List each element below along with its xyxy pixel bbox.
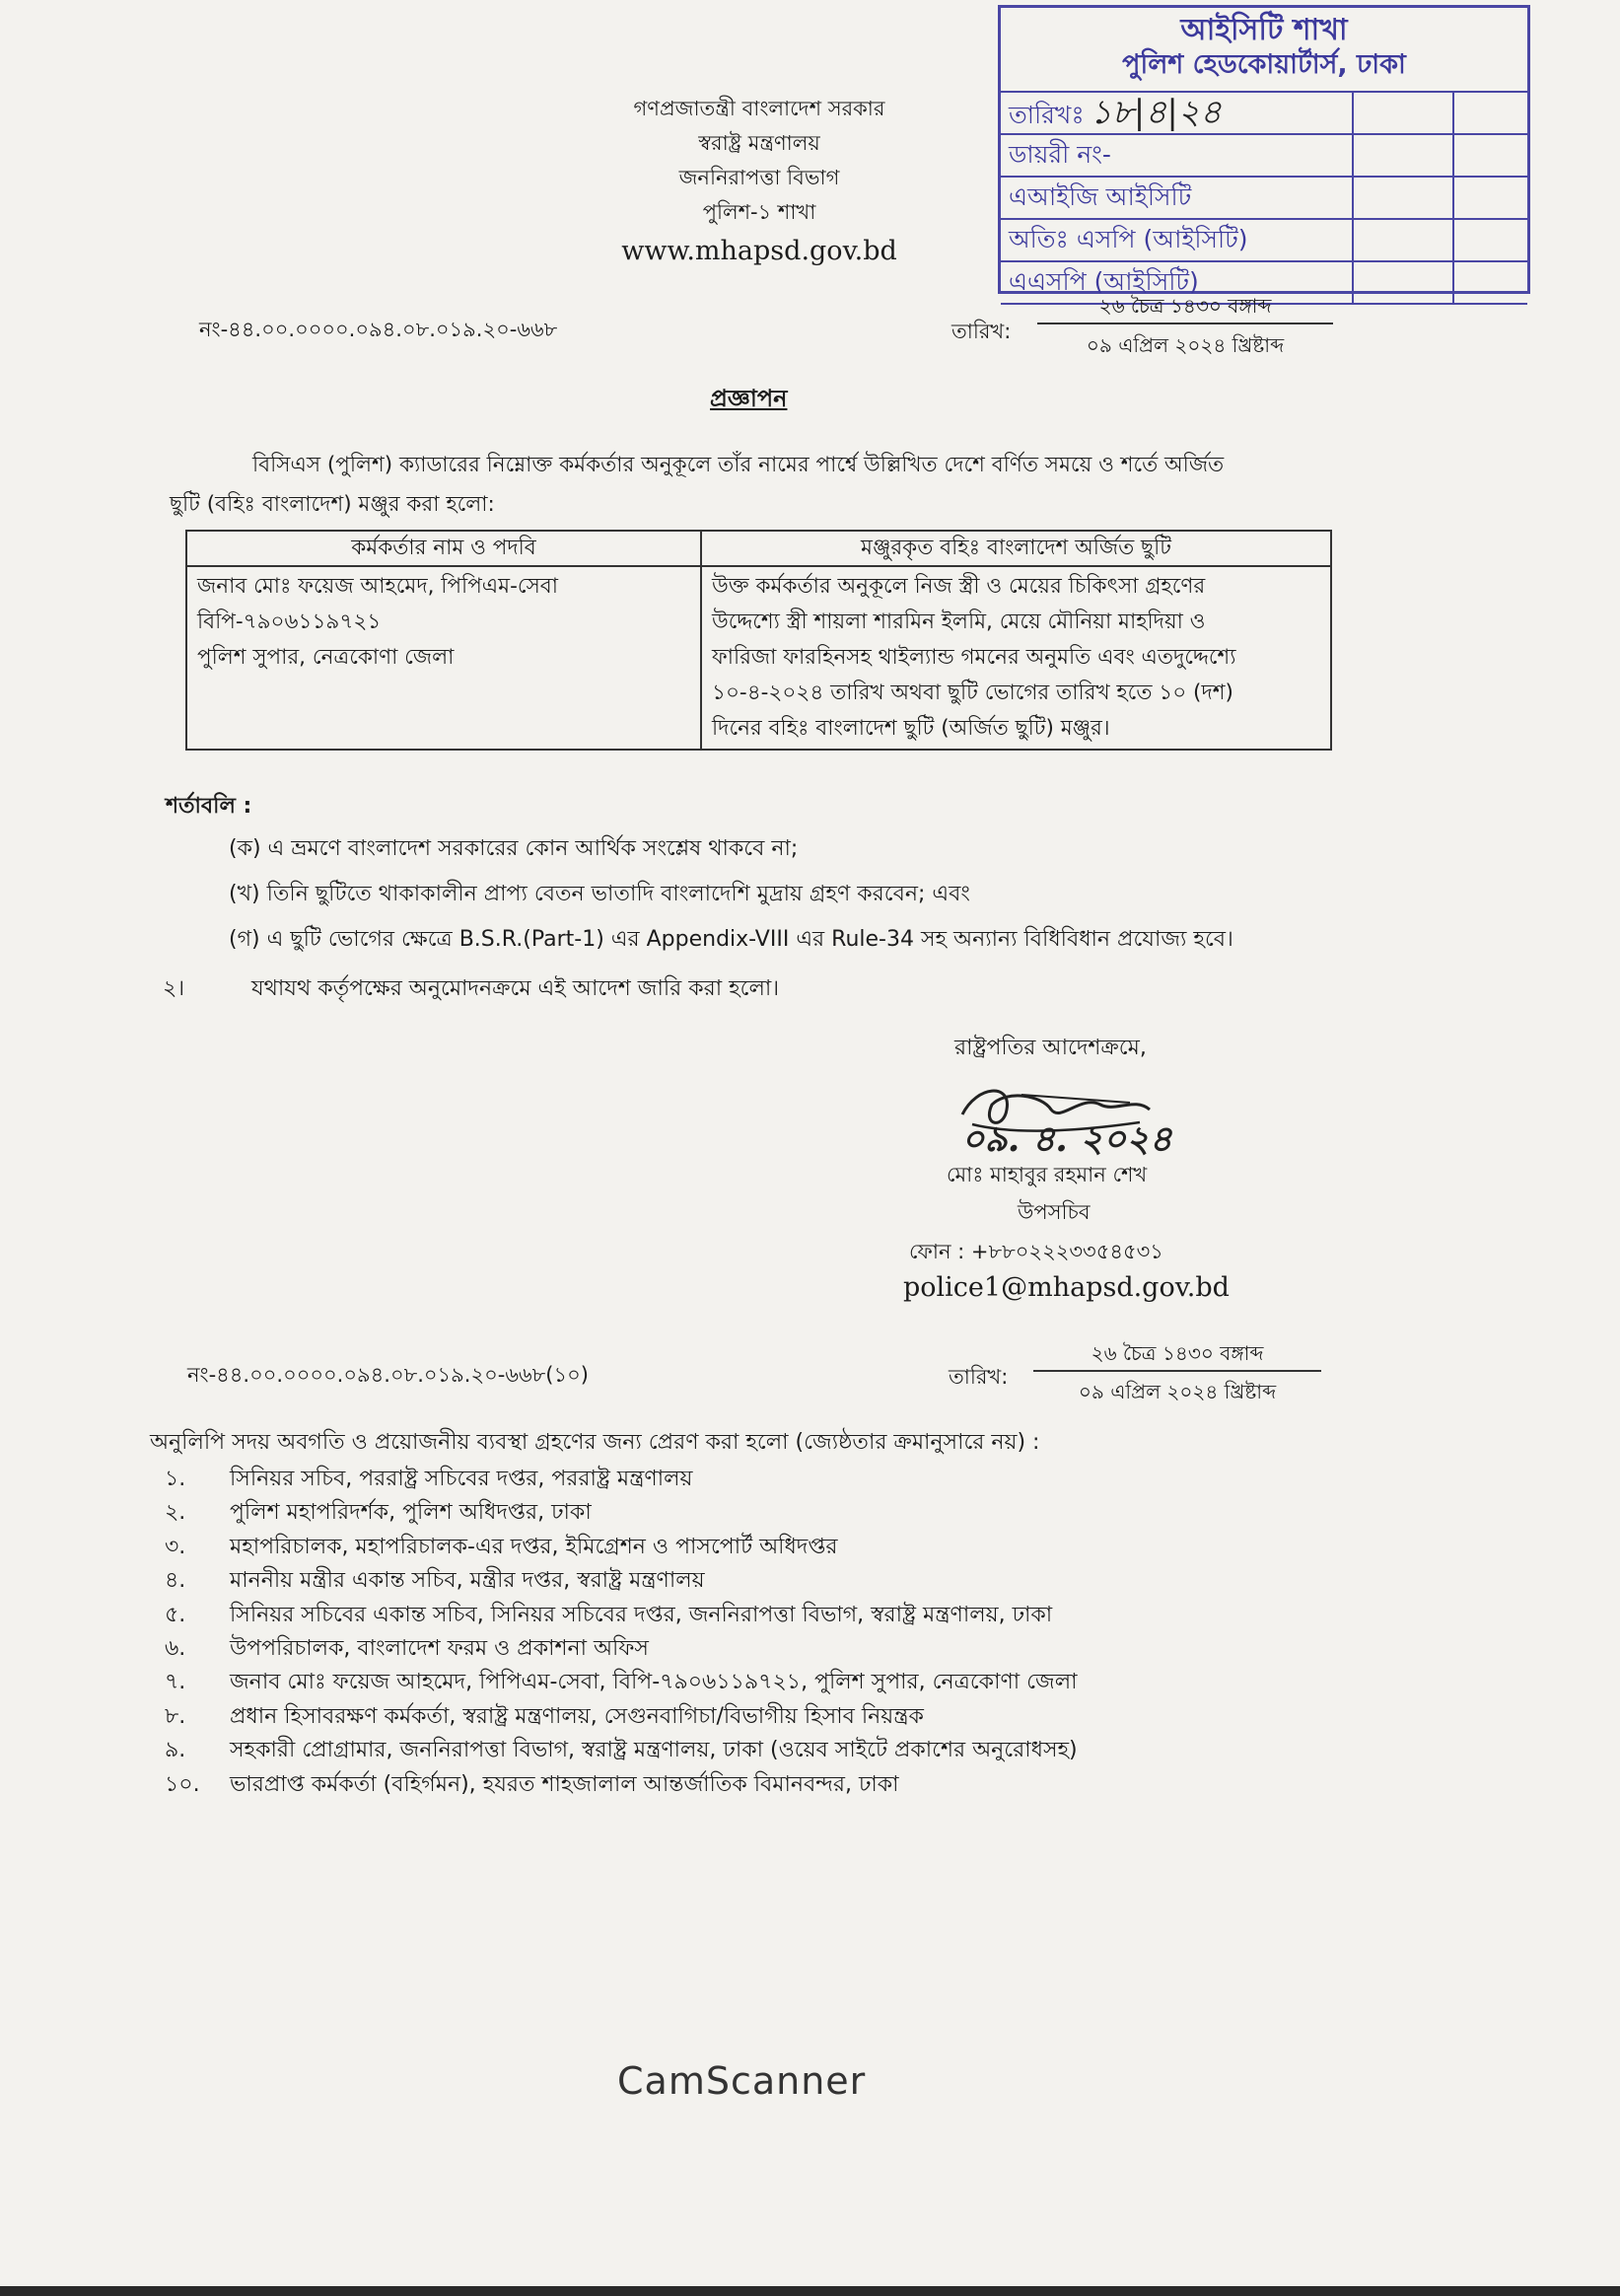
ministry-name: স্বরাষ্ট্র মন্ত্রণালয় [698,131,820,155]
memo-number-copy: নং-৪৪.০০.০০০০.০৯৪.০৮.০১৯.২০-৬৬৮(১০) [187,1363,589,1387]
list-item [165,1564,1446,1598]
list-item [165,1463,1446,1496]
conditions-heading: শর্তাবলি : [166,794,252,819]
officer-line: জনাব মোঃ ফয়েজ আহমেদ, পিপিএম-সেবা [197,574,558,599]
signatory-name: মোঃ মাহাবুর রহমান শেখ [947,1163,1148,1186]
leave-line: দিনের বহিঃ বাংলাদেশ ছুটি (অর্জিত ছুটি) মঞ্জুর। [712,716,1110,741]
list-item [165,1531,1446,1564]
officer-cell [186,566,701,750]
stamp-label: ডায়রী নং- [1001,135,1354,176]
table-row [186,566,1331,750]
page-title: প্রজ্ঞাপন [710,385,788,412]
stamp-label: অতিঃ এসপি (আইসিটি) [1001,220,1354,260]
list-item-number: ১. [165,1467,186,1491]
list-item-text: জনাব মোঃ ফয়েজ আহমেদ, পিপিএম-সেবা, বিপি-৭৯০৬১১৯৭২১, পুলিশ সুপার, নেত্রকোণা জেলা [230,1670,1078,1695]
intro-line: ছুটি (বহিঃ বাংলাদেশ) মঞ্জুর করা হলো: [170,492,495,517]
list-item-number: ৪. [165,1568,186,1594]
copy-heading: অনুলিপি সদয় অবগতি ও প্রয়োজনীয় ব্যবস্থা গ্রহণের জন্য প্রেরণ করা হলো (জ্যেষ্ঠতার ক্রমানুসারে নয়) : [150,1430,1040,1455]
column-header: মঞ্জুরকৃত বহিঃ বাংলাদেশ অর্জিত ছুটি [701,531,1331,566]
by-order-text: রাষ্ট্রপতির আদেশক্রমে, [954,1036,1147,1060]
list-item [165,1700,1446,1734]
list-item-text: সিনিয়র সচিব, পররাষ্ট্র সচিবের দপ্তর, পররাষ্ট্র মন্ত্রণালয় [230,1467,693,1491]
list-item-number: ২. [165,1500,186,1526]
stamp-handwritten-date: ১৮|৪|২৪ [1090,93,1222,132]
leave-table [185,530,1332,751]
letterhead [572,92,947,273]
condition-item: (গ) এ ছুটি ভোগের ক্ষেত্রে B.S.R.(Part-1) এর Appendix-VIII এর Rule-34 সহ অন্যান্য বিধিবিধান প্রযোজ্য হবে। [229,927,1233,952]
stamp-title: আইসিটি শাখা [1180,13,1348,47]
condition-item: (ক) এ ভ্রমণে বাংলাদেশ সরকারের কোন আর্থিক সংশ্লেষ থাকবে না; [229,836,799,861]
list-item-text: সহকারী প্রোগ্রামার, জননিরাপত্তা বিভাগ, স্বরাষ্ট্র মন্ত্রণালয়, ঢাকা (ওয়েব সাইটে প্রকাশের অনুরোধসহ) [230,1738,1078,1763]
list-item [165,1599,1446,1632]
branch-name: পুলিশ-১ শাখা [702,200,816,224]
condition-item: (খ) তিনি ছুটিতে থাকাকালীন প্রাপ্য বেতন ভাতাদি বাংলাদেশি মুদ্রায় গ্রহণ করবেন; এবং [229,882,970,906]
stamp-row-diary [1001,133,1527,176]
stamp-row-aig [1001,176,1527,218]
signature-date: ০৯. ৪. ২০২৪ [961,1118,1172,1160]
officer-line: পুলিশ সুপার, নেত্রকোণা জেলা [197,645,455,670]
memo-number: নং-৪৪.০০.০০০০.০৯৪.০৮.০১৯.২০-৬৬৮ [199,318,558,341]
stamp-row-date [1001,91,1527,133]
stamp-subtitle: পুলিশ হেডকোয়ার্টার্স, ঢাকা [1122,49,1406,80]
signatory-designation: উপসচিব [1018,1200,1091,1224]
date-label: তারিখ: [951,320,1012,343]
division-name: জননিরাপত্তা বিভাগ [678,166,840,189]
date-bangla: ২৬ চৈত্র ১৪৩০ বঙ্গাব্দ [1037,289,1333,324]
list-item-text: প্রধান হিসাবরক্ষণ কর্মকর্তা, স্বরাষ্ট্র মন্ত্রণালয়, সেগুনবাগিচা/বিভাগীয় হিসাব নিয়ন্ত্রক [230,1703,924,1729]
list-item-number: ৯. [165,1738,186,1763]
paragraph-number: ২। [163,976,185,1001]
received-stamp [998,5,1530,294]
stamp-grid [1001,91,1527,305]
date-label-copy: তারিখ: [949,1365,1009,1389]
intro-paragraph [170,446,1363,525]
govt-name: গণপ্রজাতন্ত্রী বাংলাদেশ সরকার [633,97,885,120]
list-item-text: পুলিশ মহাপরিদর্শক, পুলিশ অধিদপ্তর, ঢাকা [230,1500,592,1526]
intro-line: বিসিএস (পুলিশ) ক্যাডারের নিম্নোক্ত কর্মকর্তার অনুকূলে তাঁর নামের পার্শ্বে উল্লিখিত দেশে বর্ণিত সময়ে ও শর্তে অর্জিত [252,453,1225,477]
list-item-number: ৭. [165,1670,186,1695]
list-item-number: ৮. [165,1703,186,1729]
table-header-row [186,531,1331,566]
list-item-number: ৬. [165,1636,186,1662]
list-item-number: ১০. [165,1771,200,1797]
list-item-text: মাননীয় মন্ত্রীর একান্ত সচিব, মন্ত্রীর দপ্তর, স্বরাষ্ট্র মন্ত্রণালয় [230,1568,705,1594]
stamp-row-addl-sp [1001,218,1527,260]
list-item-text: মহাপরিচালক, মহাপরিচালক-এর দপ্তর, ইমিগ্রেশন ও পাসপোর্ট অধিদপ্তর [230,1534,838,1559]
officer-line: বিপি-৭৯০৬১১৯৭২১ [197,610,382,634]
list-item [165,1632,1446,1666]
list-item [165,1496,1446,1530]
conditions-list [229,826,1373,963]
paragraph-text: যথাযথ কর্তৃপক্ষের অনুমোদনক্রমে এই আদেশ জারি করা হলো। [251,976,780,1001]
column-header: কর্মকর্তার নাম ও পদবি [186,531,701,566]
leave-line: ফারিজা ফারহিনসহ থাইল্যান্ড গমনের অনুমতি এবং এতদুদ্দেশ্যে [712,645,1236,670]
website-link[interactable]: www.mhapsd.gov.bd [621,236,897,266]
leave-cell [701,566,1331,750]
date-english-copy: ০৯ এপ্রিল ২০২৪ খ্রিষ্টাব্দ [1078,1380,1277,1403]
date-bangla-copy: ২৬ চৈত্র ১৪৩০ বঙ্গাব্দ [1033,1336,1321,1372]
leave-line: ১০-৪-২০২৪ তারিখ অথবা ছুটি ভোগের তারিখ হতে ১০ (দশ) [712,681,1233,705]
list-item-text: উপপরিচালক, বাংলাদেশ ফরম ও প্রকাশনা অফিস [230,1636,649,1662]
stamp-label: তারিখঃ [1009,101,1085,129]
signatory-phone: ফোন : +৮৮০২২২৩৩৫৪৫৩১ [909,1240,1163,1263]
scan-edge [0,2286,1620,2296]
signatory-email[interactable]: police1@mhapsd.gov.bd [903,1272,1230,1303]
list-item [165,1666,1446,1699]
list-item [165,1734,1446,1767]
leave-line: উদ্দেশ্যে স্ত্রী শায়লা শারমিন ইলমি, মেয়ে মৌনিয়া মাহদিয়া ও [712,610,1206,634]
camscanner-watermark: CamScanner [617,2059,867,2103]
list-item-number: ৫. [165,1602,186,1627]
list-item-text: সিনিয়র সচিবের একান্ত সচিব, সিনিয়র সচিবের দপ্তর, জননিরাপত্তা বিভাগ, স্বরাষ্ট্র মন্ত্রণালয়, ঢাকা [230,1602,1053,1627]
list-item-text: ভারপ্রাপ্ত কর্মকর্তা (বহির্গমন), হযরত শাহজালাল আন্তর্জাতিক বিমানবন্দর, ঢাকা [230,1771,899,1797]
copy-list [165,1463,1446,1802]
stamp-label: এএসপি (আইসিটি) [1001,262,1354,303]
list-item [165,1768,1446,1802]
date-english: ০৯ এপ্রিল ২০২৪ খ্রিষ্টাব্দ [1086,333,1285,357]
stamp-label: এআইজি আইসিটি [1001,178,1354,218]
list-item-number: ৩. [165,1534,186,1559]
leave-line: উক্ত কর্মকর্তার অনুকূলে নিজ স্ত্রী ও মেয়ের চিকিৎসা গ্রহণের [712,574,1206,599]
